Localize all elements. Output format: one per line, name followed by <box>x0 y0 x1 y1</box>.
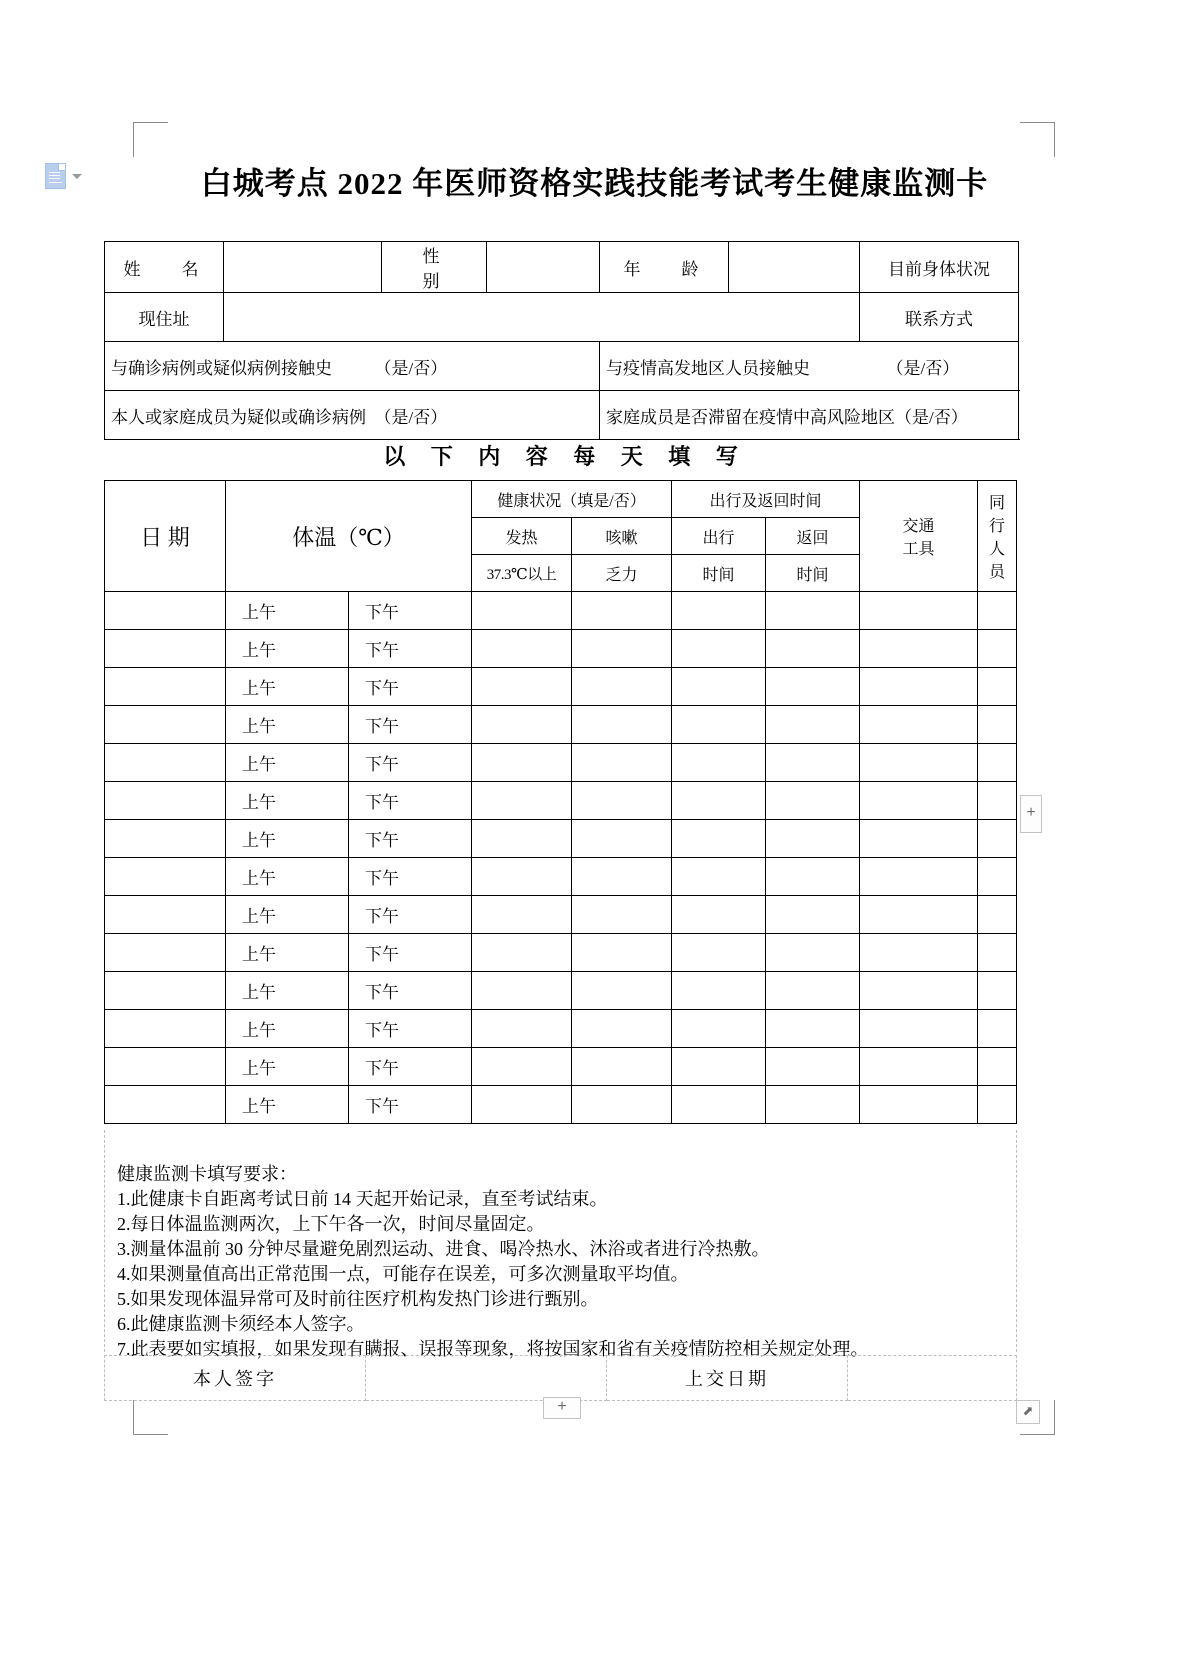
cell-date[interactable] <box>105 1048 226 1086</box>
notes-heading: 健康监测卡填写要求： <box>117 1164 297 1184</box>
cell-transport[interactable] <box>860 1048 978 1086</box>
cell-depart-time[interactable] <box>672 706 766 744</box>
section-header: 以 下 内 容 每 天 填 写 <box>383 444 748 469</box>
cell-temp-afternoon[interactable]: 下午 <box>349 972 472 1010</box>
cell-temp-afternoon[interactable]: 下午 <box>349 706 472 744</box>
header-transport-line1: 交通 <box>902 518 935 535</box>
note-item: 5.如果发现体温异常可及时前往医疗机构发热门诊进行甄别。 <box>117 1289 599 1309</box>
health-condition-label: 目前身体状况 <box>860 242 1019 293</box>
cell-fever[interactable] <box>472 668 572 706</box>
cell-fever[interactable] <box>472 592 572 630</box>
cell-temp-morning[interactable]: 上午 <box>226 858 349 896</box>
note-item: 6.此健康监测卡须经本人签字。 <box>117 1314 365 1334</box>
table-row <box>105 1048 1017 1086</box>
cell-depart-time[interactable] <box>672 820 766 858</box>
cell-cough[interactable] <box>572 782 672 820</box>
note-item: 4.如果测量值高出正常范围一点，可能存在误差，可多次测量取平均值。 <box>117 1264 689 1284</box>
cell-fever[interactable] <box>472 858 572 896</box>
table-row <box>105 934 1017 972</box>
note-item: 2.每日体温监测两次，上下午各一次，时间尽量固定。 <box>117 1214 545 1234</box>
cell-companion[interactable] <box>978 630 1017 668</box>
table-row <box>105 668 1017 706</box>
cell-date[interactable] <box>105 744 226 782</box>
cell-fever[interactable] <box>472 896 572 934</box>
cell-depart-time[interactable] <box>672 858 766 896</box>
cell-cough[interactable] <box>572 1048 672 1086</box>
table-row <box>105 896 1017 934</box>
cell-return-time[interactable] <box>766 858 860 896</box>
cell-companion[interactable] <box>978 858 1017 896</box>
add-row-handle[interactable]: + <box>543 1397 581 1419</box>
cell-return-time[interactable] <box>766 1048 860 1086</box>
cell-fever[interactable] <box>472 630 572 668</box>
cell-temp-morning[interactable]: 上午 <box>226 592 349 630</box>
requirements-notes <box>104 1130 1017 1359</box>
cell-return-time[interactable] <box>766 706 860 744</box>
header-date: 日 期 <box>105 481 226 592</box>
cell-temp-afternoon[interactable]: 下午 <box>349 782 472 820</box>
cell-return-time[interactable] <box>766 630 860 668</box>
table-row <box>105 293 1019 342</box>
cell-fever[interactable] <box>472 706 572 744</box>
subheader-fever-note: 37.3℃以上 <box>472 555 572 592</box>
cell-date[interactable] <box>105 668 226 706</box>
note-item: 3.测量体温前 30 分钟尽量避免剧烈运动、进食、喝冷热水、沐浴或者进行冷热敷。 <box>117 1239 770 1259</box>
cell-fever[interactable] <box>472 972 572 1010</box>
cell-fever[interactable] <box>472 1010 572 1048</box>
cell-cough[interactable] <box>572 706 672 744</box>
resize-handle[interactable]: ⬈ <box>1016 1400 1040 1424</box>
cell-fever[interactable] <box>472 782 572 820</box>
cell-return-time[interactable] <box>766 934 860 972</box>
cell-temp-afternoon[interactable]: 下午 <box>349 934 472 972</box>
header-companion <box>978 481 1017 592</box>
cell-transport[interactable] <box>860 744 978 782</box>
address-label: 现住址 <box>105 293 224 342</box>
table-header-row <box>105 481 1017 518</box>
table-row <box>105 342 1019 391</box>
contact-history-confirmed-case[interactable]: 与确诊病例或疑似病例接触史 （是/否） <box>105 342 600 391</box>
cell-transport[interactable] <box>860 896 978 934</box>
header-transport-line2: 工具 <box>902 541 935 558</box>
cell-cough[interactable] <box>572 1086 672 1124</box>
cell-transport[interactable] <box>860 782 978 820</box>
table-row <box>105 1086 1017 1124</box>
note-item: 7.此表要如实填报，如果发现有瞒报、误报等现象，将按国家和省有关疫情防控相关规定处理。 <box>117 1339 869 1359</box>
cell-companion[interactable] <box>978 820 1017 858</box>
add-column-handle[interactable]: + <box>1020 795 1042 833</box>
table-row <box>105 592 1017 630</box>
signature-table <box>104 1355 1017 1401</box>
cell-cough[interactable] <box>572 896 672 934</box>
cell-depart-time[interactable] <box>672 630 766 668</box>
cell-date[interactable] <box>105 858 226 896</box>
cell-depart-time[interactable] <box>672 1048 766 1086</box>
subheader-cough-note: 乏力 <box>572 555 672 592</box>
cell-return-time[interactable] <box>766 592 860 630</box>
age-label: 年 龄 <box>600 242 729 293</box>
contact-label: 联系方式 <box>860 293 1019 342</box>
cell-companion[interactable] <box>978 1010 1017 1048</box>
cell-companion[interactable] <box>978 972 1017 1010</box>
cell-transport[interactable] <box>860 1086 978 1124</box>
cell-temp-morning[interactable]: 上午 <box>226 896 349 934</box>
table-row <box>105 972 1017 1010</box>
cell-cough[interactable] <box>572 630 672 668</box>
cell-cough[interactable] <box>572 934 672 972</box>
cell-return-time[interactable] <box>766 1086 860 1124</box>
age-field[interactable] <box>729 242 860 293</box>
cell-depart-time[interactable] <box>672 782 766 820</box>
cell-cough[interactable] <box>572 858 672 896</box>
cell-date[interactable] <box>105 1086 226 1124</box>
cell-date[interactable] <box>105 820 226 858</box>
cell-return-time[interactable] <box>766 668 860 706</box>
cell-temp-afternoon[interactable]: 下午 <box>349 744 472 782</box>
cell-cough[interactable] <box>572 972 672 1010</box>
gender-label: 性 别 <box>382 242 487 293</box>
table-row <box>105 1356 1017 1401</box>
cell-temp-morning[interactable]: 上午 <box>226 972 349 1010</box>
cell-transport[interactable] <box>860 706 978 744</box>
table-row <box>105 1010 1017 1048</box>
cell-depart-time[interactable] <box>672 896 766 934</box>
table-row <box>105 706 1017 744</box>
header-companion-line1: 同行 <box>988 495 1005 535</box>
cell-companion[interactable] <box>978 1048 1017 1086</box>
cell-companion[interactable] <box>978 744 1017 782</box>
submit-date-field[interactable] <box>848 1356 1017 1401</box>
cell-date[interactable] <box>105 592 226 630</box>
cell-temp-afternoon[interactable]: 下午 <box>349 1086 472 1124</box>
subheader-depart: 出行 <box>672 518 766 555</box>
cell-companion[interactable] <box>978 934 1017 972</box>
cell-transport[interactable] <box>860 972 978 1010</box>
table-row <box>105 630 1017 668</box>
cell-date[interactable] <box>105 896 226 934</box>
self-or-family-case[interactable]: 本人或家庭成员为疑似或确诊病例 （是/否） <box>105 391 600 440</box>
subheader-return-note: 时间 <box>766 555 860 592</box>
cell-temp-afternoon[interactable]: 下午 <box>349 1048 472 1086</box>
subheader-depart-note: 时间 <box>672 555 766 592</box>
cell-companion[interactable] <box>978 1086 1017 1124</box>
cell-return-time[interactable] <box>766 972 860 1010</box>
cell-depart-time[interactable] <box>672 1086 766 1124</box>
subheader-return: 返回 <box>766 518 860 555</box>
self-signature-label: 本人签字 <box>105 1356 366 1401</box>
table-row <box>105 391 1019 440</box>
gender-field[interactable] <box>487 242 600 293</box>
cell-depart-time[interactable] <box>672 668 766 706</box>
cell-depart-time[interactable] <box>672 1010 766 1048</box>
cell-temp-morning[interactable]: 上午 <box>226 820 349 858</box>
daily-monitoring-table <box>104 480 1017 1124</box>
note-item: 1.此健康卡自距离考试日前 14 天起开始记录，直至考试结束。 <box>117 1189 608 1209</box>
table-row <box>105 744 1017 782</box>
table-row <box>105 858 1017 896</box>
cell-depart-time[interactable] <box>672 934 766 972</box>
cell-fever[interactable] <box>472 934 572 972</box>
cell-transport[interactable] <box>860 1010 978 1048</box>
address-field[interactable] <box>224 293 860 342</box>
cell-temp-morning[interactable]: 上午 <box>226 744 349 782</box>
cell-depart-time[interactable] <box>672 744 766 782</box>
header-health-status: 健康状况（填是/否） <box>472 481 672 518</box>
cell-temp-morning[interactable]: 上午 <box>226 630 349 668</box>
cell-cough[interactable] <box>572 592 672 630</box>
cell-temp-morning[interactable]: 上午 <box>226 782 349 820</box>
cell-cough[interactable] <box>572 820 672 858</box>
cell-temp-afternoon[interactable]: 下午 <box>349 896 472 934</box>
table-row <box>105 782 1017 820</box>
cell-date[interactable] <box>105 934 226 972</box>
self-signature-field[interactable] <box>366 1356 607 1401</box>
cell-fever[interactable] <box>472 1048 572 1086</box>
cell-temp-morning[interactable]: 上午 <box>226 1048 349 1086</box>
cell-date[interactable] <box>105 1010 226 1048</box>
subheader-cough: 咳嗽 <box>572 518 672 555</box>
cell-companion[interactable] <box>978 782 1017 820</box>
cell-transport[interactable] <box>860 858 978 896</box>
cell-date[interactable] <box>105 782 226 820</box>
cell-companion[interactable] <box>978 668 1017 706</box>
cell-temp-morning[interactable]: 上午 <box>226 668 349 706</box>
cell-date[interactable] <box>105 706 226 744</box>
submit-date-label: 上交日期 <box>607 1356 848 1401</box>
cell-date[interactable] <box>105 630 226 668</box>
cell-transport[interactable] <box>860 934 978 972</box>
cell-temp-morning[interactable]: 上午 <box>226 706 349 744</box>
cell-return-time[interactable] <box>766 744 860 782</box>
cell-temp-morning[interactable]: 上午 <box>226 1086 349 1124</box>
table-row <box>105 242 1019 293</box>
header-transport <box>860 481 978 592</box>
personal-info-table <box>104 241 1019 440</box>
cell-cough[interactable] <box>572 744 672 782</box>
cell-transport[interactable] <box>860 592 978 630</box>
cell-temp-morning[interactable]: 上午 <box>226 1010 349 1048</box>
name-label: 姓 名 <box>105 242 224 293</box>
header-companion-line2: 人员 <box>988 541 1005 581</box>
cell-return-time[interactable] <box>766 1010 860 1048</box>
cell-transport[interactable] <box>860 820 978 858</box>
cell-cough[interactable] <box>572 1010 672 1048</box>
cell-transport[interactable] <box>860 668 978 706</box>
cell-return-time[interactable] <box>766 896 860 934</box>
name-field[interactable] <box>224 242 382 293</box>
family-stay-risk-area[interactable]: 家庭成员是否滞留在疫情中高风险地区（是/否） <box>600 391 1019 440</box>
cell-fever[interactable] <box>472 1086 572 1124</box>
page-title: 白城考点 2022 年医师资格实践技能考试考生健康监测卡 <box>200 166 989 201</box>
cell-companion[interactable] <box>978 706 1017 744</box>
cell-temp-afternoon[interactable]: 下午 <box>349 858 472 896</box>
cell-temp-afternoon[interactable]: 下午 <box>349 1010 472 1048</box>
cell-date[interactable] <box>105 972 226 1010</box>
cell-return-time[interactable] <box>766 782 860 820</box>
cell-depart-time[interactable] <box>672 592 766 630</box>
header-travel-time: 出行及返回时间 <box>672 481 860 518</box>
cell-depart-time[interactable] <box>672 972 766 1010</box>
cell-temp-morning[interactable]: 上午 <box>226 934 349 972</box>
cell-companion[interactable] <box>978 896 1017 934</box>
cell-cough[interactable] <box>572 668 672 706</box>
cell-temp-afternoon[interactable]: 下午 <box>349 630 472 668</box>
header-temperature: 体温（℃） <box>226 481 472 592</box>
cell-temp-afternoon[interactable]: 下午 <box>349 820 472 858</box>
contact-history-high-risk-area[interactable]: 与疫情高发地区人员接触史 （是/否） <box>600 342 1019 391</box>
cell-temp-afternoon[interactable]: 下午 <box>349 668 472 706</box>
subheader-fever: 发热 <box>472 518 572 555</box>
cell-fever[interactable] <box>472 820 572 858</box>
cell-temp-afternoon[interactable]: 下午 <box>349 592 472 630</box>
table-row <box>105 820 1017 858</box>
cell-fever[interactable] <box>472 744 572 782</box>
cell-return-time[interactable] <box>766 820 860 858</box>
cell-transport[interactable] <box>860 630 978 668</box>
cell-companion[interactable] <box>978 592 1017 630</box>
